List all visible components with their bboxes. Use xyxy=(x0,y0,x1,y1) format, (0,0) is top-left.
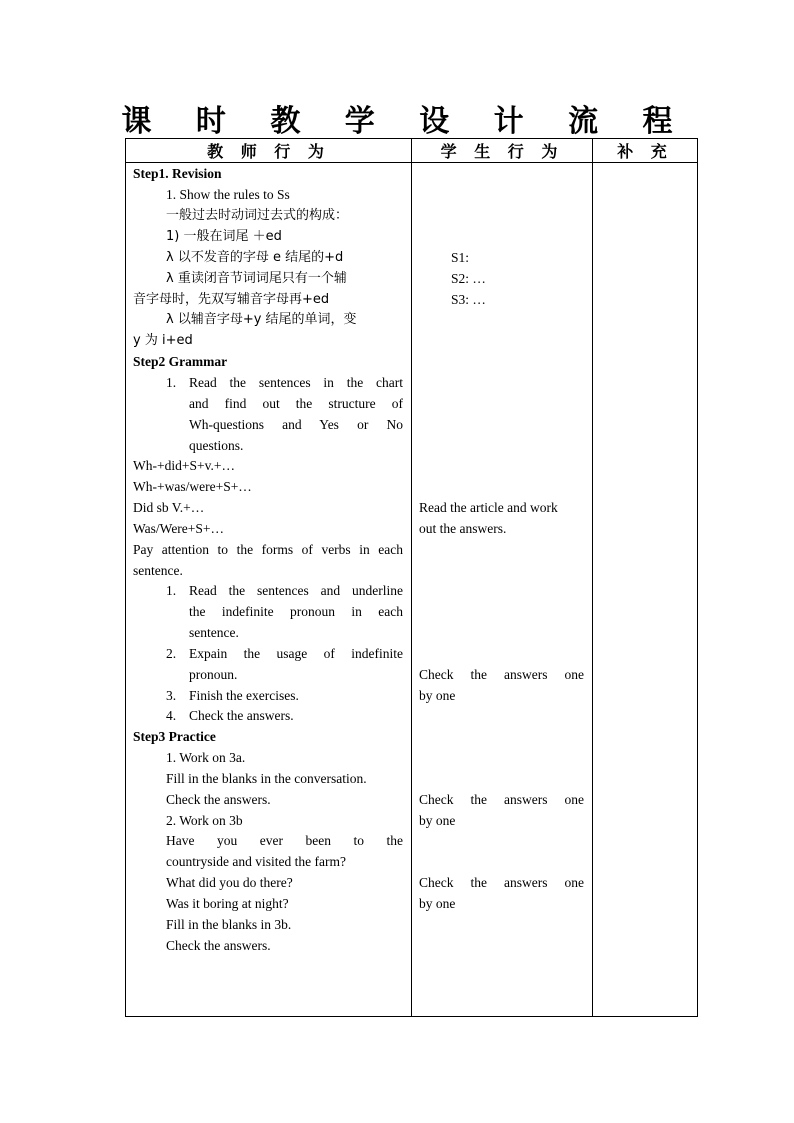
step3-fill-3b: Fill in the blanks in 3b. xyxy=(166,917,292,932)
task2-number: 2. xyxy=(166,646,177,661)
step3-heading: Step3 Practice xyxy=(133,729,216,744)
question-1-line2: countryside and visited the farm? xyxy=(166,854,346,869)
student-check-3-line1: Check the answers one xyxy=(419,875,584,890)
task2-line1: Expain the usage of indefinite xyxy=(189,646,403,661)
task3-text: Finish the exercises. xyxy=(189,688,299,703)
step3-fill-3a: Fill in the blanks in the conversation. xyxy=(166,771,367,786)
student-s2: S2: … xyxy=(451,271,486,286)
student-check-2-line1: Check the answers one xyxy=(419,792,584,807)
step2-heading: Step2 Grammar xyxy=(133,354,228,369)
student-read-line1: Read the article and work xyxy=(419,500,558,515)
student-check-3-line2: by one xyxy=(419,896,456,911)
step2-item1-line1: Read the sentences in the chart xyxy=(189,375,403,390)
rule-3-line1: λ 重读闭音节词词尾只有一个辅 xyxy=(166,271,347,286)
header-teacher-behavior: 教 师 行 为 xyxy=(126,139,412,163)
task4-number: 4. xyxy=(166,708,177,723)
question-3: Was it boring at night? xyxy=(166,896,289,911)
rule-4-line2: y 为 i+ed xyxy=(133,333,193,348)
rule-3-line2: 音字母时，先双写辅音字母再+ed xyxy=(133,292,330,307)
student-read-line2: out the answers. xyxy=(419,521,507,536)
step2-item1-line2: and find out the structure of xyxy=(189,396,403,411)
step3-item2: 2. Work on 3b xyxy=(166,813,243,828)
structure-2: Wh-+was/were+S+… xyxy=(133,479,252,494)
step1-item1: 1. Show the rules to Ss xyxy=(166,187,290,202)
step2-item1-line4: questions. xyxy=(189,438,244,453)
rule-4-line1: λ 以辅音字母+y 结尾的单词，变 xyxy=(166,312,357,327)
step2-item1-number: 1. xyxy=(166,375,177,390)
rule-1: 1) 一般在词尾 ＋ed xyxy=(166,229,282,244)
page-title: 课 时 教 学 设 计 流 程 xyxy=(121,104,690,139)
step3-check-2: Check the answers. xyxy=(166,938,271,953)
student-s3: S3: … xyxy=(451,292,486,307)
structure-3: Did sb V.+… xyxy=(133,500,205,515)
supplement-cell xyxy=(593,163,698,1017)
task1-number: 1. xyxy=(166,583,177,598)
structure-1: Wh-+did+S+v.+… xyxy=(133,458,235,473)
task2-line2: pronoun. xyxy=(189,667,238,682)
question-1-line1: Have you ever been to the xyxy=(166,833,403,848)
attention-line2: sentence. xyxy=(133,563,183,578)
attention-line1: Pay attention to the forms of verbs in each xyxy=(133,542,403,557)
step1-heading: Step1. Revision xyxy=(133,166,222,181)
question-2: What did you do there? xyxy=(166,875,293,890)
lesson-flow-table xyxy=(125,138,698,1017)
student-check-1-line2: by one xyxy=(419,688,456,703)
task4-text: Check the answers. xyxy=(189,708,294,723)
header-supplement: 补 充 xyxy=(593,139,698,163)
student-check-1-line1: Check the answers one xyxy=(419,667,584,682)
rule-intro: 一般过去时动词过去式的构成： xyxy=(166,208,349,223)
task1-line2: the indefinite pronoun in each xyxy=(189,604,403,619)
student-s1: S1: xyxy=(451,250,470,265)
task3-number: 3. xyxy=(166,688,177,703)
step2-item1-line3: Wh-questions and Yes or No xyxy=(189,417,403,432)
step3-check-1: Check the answers. xyxy=(166,792,271,807)
student-check-2-line2: by one xyxy=(419,813,456,828)
step3-item1: 1. Work on 3a. xyxy=(166,750,246,765)
task1-line3: sentence. xyxy=(189,625,239,640)
student-cell xyxy=(412,163,593,1017)
task1-line1: Read the sentences and underline xyxy=(189,583,403,598)
structure-4: Was/Were+S+… xyxy=(133,521,225,536)
teacher-cell xyxy=(126,163,412,1017)
rule-2: λ 以不发音的字母 e 结尾的+d xyxy=(166,250,344,265)
header-student-behavior: 学 生 行 为 xyxy=(412,139,593,163)
